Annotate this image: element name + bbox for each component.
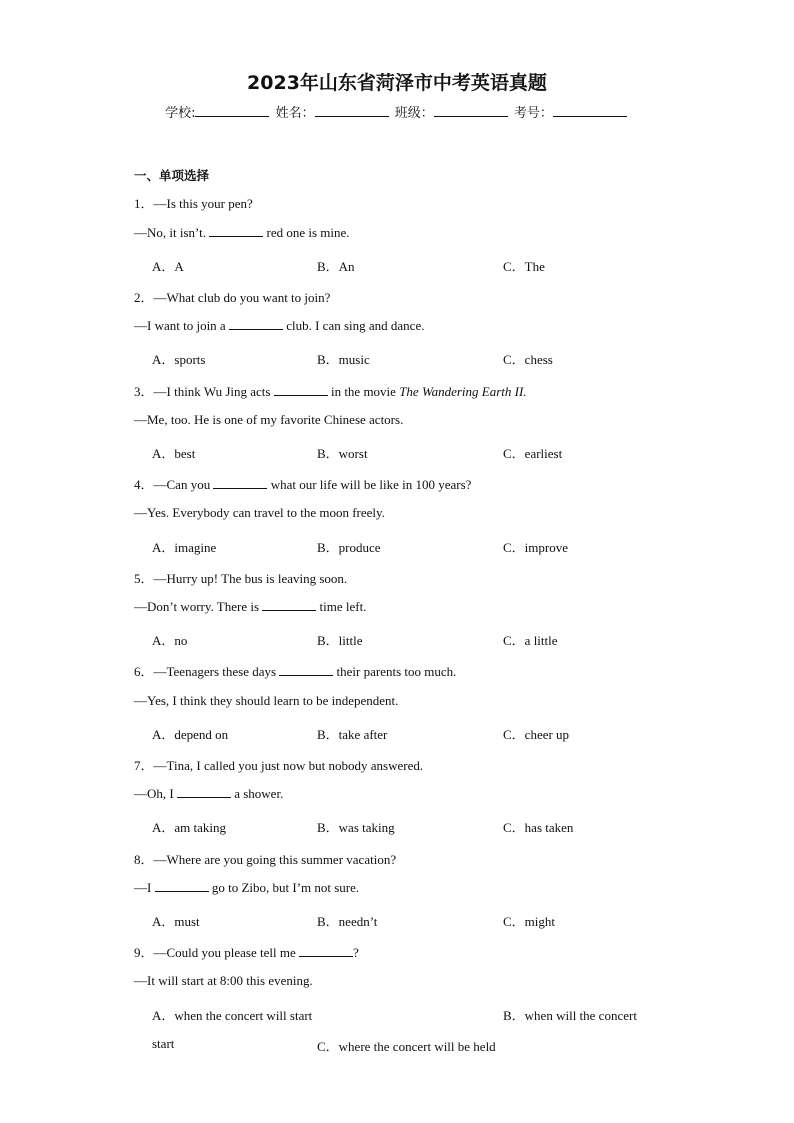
question-7-reply [134,786,283,802]
school-field[interactable] [195,104,269,117]
prompt-text: 3．—I think Wu Jing acts [134,384,271,399]
option-b[interactable]: B．music [317,352,370,367]
option-b[interactable]: B．take after [317,727,388,742]
answer-blank[interactable] [155,880,209,892]
class-field[interactable] [434,104,508,117]
page-title: 2023年山东省菏泽市中考英语真题 [247,72,547,94]
reply-text: red one is mine. [266,225,350,240]
name-field[interactable] [315,104,389,117]
question-8-reply [134,880,359,896]
reply-text: —I [134,880,152,895]
option-b[interactable]: B．was taking [317,820,395,835]
option-c[interactable]: C．improve [503,540,568,555]
answer-blank[interactable] [274,384,328,396]
option-a[interactable]: A．no [152,633,188,648]
option-c[interactable]: C．has taken [503,820,574,835]
class-label: 班级： [394,106,434,121]
option-b[interactable]: B．worst [317,446,368,461]
option-c[interactable]: C．The [503,259,545,274]
question-9-reply: —It will start at 8:00 this evening. [134,973,313,988]
prompt-text: in the movie [330,384,396,399]
prompt-text: what our life will be like in 100 years? [270,477,472,492]
question-4-prompt [134,474,471,493]
option-a[interactable]: A．when the concert will start [152,1008,313,1023]
option-c[interactable]: C．where the concert will be held [317,1039,496,1054]
reply-text: time left. [319,599,367,614]
answer-blank[interactable] [209,225,263,237]
question-3-reply: —Me, too. He is one of my favorite Chinese actors. [134,412,404,427]
question-1-prompt: 1．—Is this your pen? [134,196,253,211]
answer-blank[interactable] [177,786,231,798]
question-6-prompt [134,661,456,680]
option-a[interactable]: A．depend on [152,727,229,742]
answer-blank[interactable] [213,477,267,489]
question-5-prompt: 5．—Hurry up! The bus is leaving soon. [134,571,348,586]
question-9-prompt [134,942,359,961]
question-2-reply [134,318,424,334]
answer-blank[interactable] [299,945,353,957]
question-5-reply [134,599,366,615]
prompt-text: 6．—Teenagers these days [134,664,277,679]
option-b[interactable]: B．produce [317,540,381,555]
answer-blank[interactable] [262,599,316,611]
reply-text: —I want to join a [134,318,226,333]
prompt-text: 4．—Can you [134,477,211,492]
option-a[interactable]: A．A [152,259,184,274]
option-b[interactable]: B．when will the concert [503,1008,637,1023]
name-label: 姓名： [275,106,315,121]
reply-text: go to Zibo, but I’m not sure. [211,880,360,895]
option-b[interactable]: B．needn’t [317,914,378,929]
option-c[interactable]: C．might [503,914,556,929]
question-8-prompt: 8．—Where are you going this summer vacation? [134,852,397,867]
option-c[interactable]: C．earliest [503,446,563,461]
question-2-prompt: 2．—What club do you want to join? [134,290,331,305]
answer-blank[interactable] [279,664,333,676]
option-c[interactable]: C．chess [503,352,553,367]
option-c[interactable]: C．cheer up [503,727,570,742]
option-c[interactable]: C．a little [503,633,558,648]
option-a[interactable]: A．am taking [152,820,227,835]
question-4-reply: —Yes. Everybody can travel to the moon freely. [134,505,385,520]
option-a[interactable]: A．sports [152,352,206,367]
question-7-prompt: 7．—Tina, I called you just now but nobody answered. [134,758,424,773]
question-6-reply: —Yes, I think they should learn to be independent. [134,693,399,708]
answer-blank[interactable] [229,318,283,330]
question-3-prompt [134,381,527,400]
number-label: 考号： [513,106,553,121]
prompt-text: ? [353,945,359,960]
option-a[interactable]: A．best [152,446,196,461]
reply-text: club. I can sing and dance. [286,318,425,333]
student-info-row [0,102,794,121]
number-field[interactable] [553,104,627,117]
option-a[interactable]: A．imagine [152,540,217,555]
option-b[interactable]: B．An [317,259,355,274]
option-b[interactable]: B．little [317,633,363,648]
option-b-continued[interactable]: start [152,1036,175,1051]
question-1-reply [134,225,350,241]
reply-text: —No, it isn’t. [134,225,206,240]
section-heading: 一、单项选择 [134,168,210,183]
option-a[interactable]: A．must [152,914,200,929]
reply-text: —Oh, I [134,786,174,801]
school-label: 学校: [165,106,196,121]
prompt-text: their parents too much. [336,664,457,679]
reply-text: —Don’t worry. There is [134,599,260,614]
reply-text: a shower. [234,786,284,801]
prompt-text: 9．—Could you please tell me [134,945,296,960]
movie-title: The Wandering Earth II. [399,384,527,399]
